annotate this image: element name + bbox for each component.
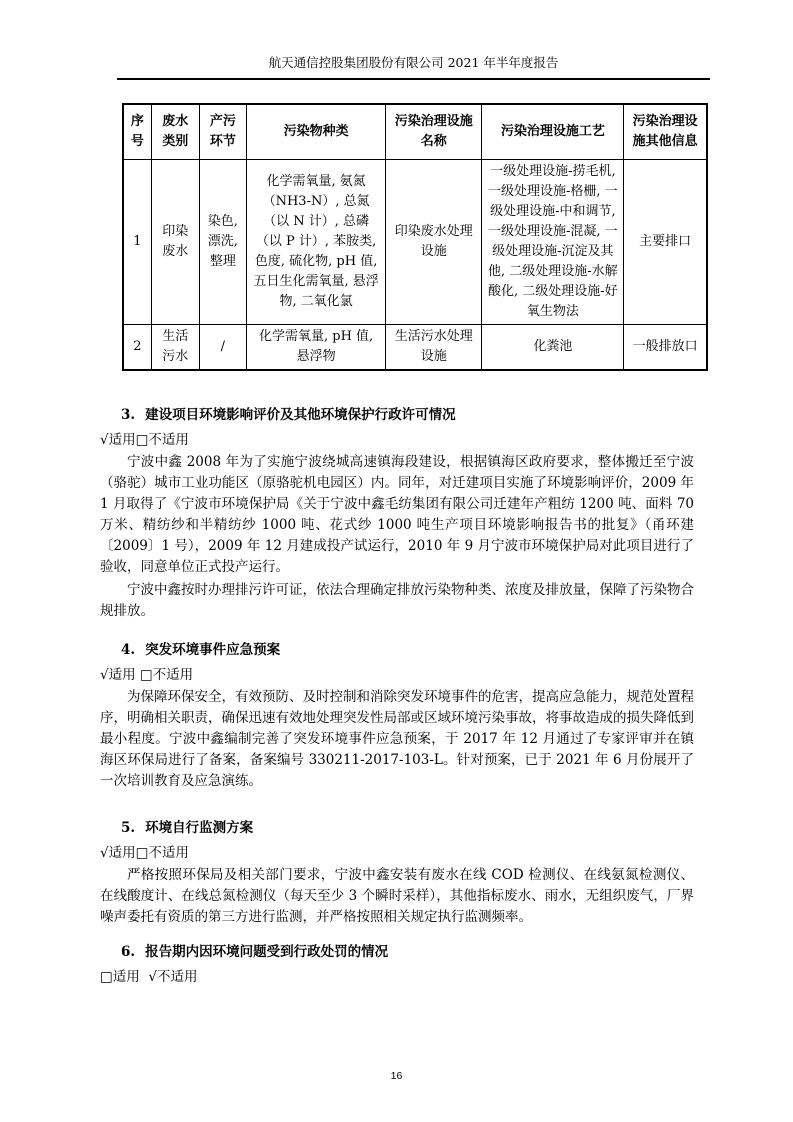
col-header-facility: 污染治理设施名称 (386, 104, 482, 159)
section-heading (100, 943, 694, 962)
cell-stage: / (199, 324, 247, 370)
section-title: 环境自行监测方案 (145, 820, 254, 836)
document-header (117, 53, 710, 80)
cell-pollutants: 化学需氧量, pH 值, 悬浮物 (247, 324, 386, 370)
section-number: 5. (121, 820, 136, 836)
cell-other: 一般排放口 (624, 324, 707, 370)
col-header-pollutants: 污染物种类 (247, 104, 386, 159)
col-header-process: 污染治理设施工艺 (482, 104, 624, 159)
wastewater-table (122, 103, 708, 371)
cell-facility: 印染废水处理设施 (386, 159, 482, 324)
col-header-other: 污染治理设施其他信息 (624, 104, 707, 159)
section-heading (100, 406, 694, 425)
cell-stage: 染色, 漂洗, 整理 (199, 159, 247, 324)
section-4-emergency-plan (100, 641, 694, 792)
section-5-self-monitoring (100, 819, 694, 928)
applicability-line: □适用 √不适用 (100, 969, 198, 985)
applicability-line: √适用□不适用 (100, 432, 189, 448)
cell-process: 一级处理设施-捞毛机, 一级处理设施-格栅, 一级处理设施-中和调节, 一级处理设施-混凝, 一级处理设施-沉淀及其他, 二级处理设施-水解酸化, 二级处理设施-好氧生物法 (482, 159, 624, 324)
section-number: 3. (121, 407, 136, 423)
section-heading (100, 641, 694, 660)
report-body (100, 388, 694, 987)
table-row (123, 159, 707, 324)
section-paragraph: 宁波中鑫按时办理排污许可证，依法合理确定排放污染物种类、浓度及排放量，保障了污染物合规排放。 (100, 582, 694, 619)
section-title: 突发环境事件应急预案 (145, 642, 281, 658)
section-number: 6. (121, 944, 136, 960)
cell-category: 生活污水 (151, 324, 199, 370)
table-row (123, 324, 707, 370)
page-number: 16 (390, 1070, 403, 1082)
cell-pollutants: 化学需氧量, 氨氮（NH3-N）, 总氮（以 N 计）, 总磷（以 P 计）, 苯胺类, 色度, 硫化物, pH 值, 五日生化需氧量, 悬浮物, 二氧化氯 (247, 159, 386, 324)
section-paragraph: 严格按照环保局及相关部门要求，宁波中鑫安装有废水在线 COD 检测仪、在线氨氮检测仪、在线酸度计、在线总氮检测仪（每天至少 3 个瞬时采样），其他指标废水、雨水，无组织废气，厂界噪声委托有资质的第三方进行监测，并严格按照相关规定执行监测频率。 (100, 867, 694, 925)
cell-category: 印染废水 (151, 159, 199, 324)
col-header-stage: 产污环节 (199, 104, 247, 159)
section-3-environmental-impact (100, 406, 694, 622)
col-header-category: 废水类别 (151, 104, 199, 159)
cell-no: 2 (123, 324, 151, 370)
cell-no: 1 (123, 159, 151, 324)
applicability-line: √适用□不适用 (100, 845, 189, 861)
document-title: 航天通信控股集团股份有限公司 2021 年半年度报告 (268, 55, 559, 70)
table-header-row (123, 104, 707, 159)
section-paragraph: 为保障环保安全，有效预防、及时控制和消除突发环境事件的危害，提高应急能力，规范处置程序，明确相关职责，确保迅速有效地处理突发性局部或区域环境污染事故，将事故造成的损失降低到最小程度。宁波中鑫编制完善了突发环境事件应急预案，于 2017 年 12 月通过了专家评审并在镇海区环保局进行了备案，备案编号 330211-2017-103-L。针对预案，已于 2021 年 6 月份展开了一次培训教育及应急演练。 (100, 689, 694, 789)
section-title: 报告期内因环境问题受到行政处罚的情况 (145, 944, 389, 960)
cell-facility: 生活污水处理设施 (386, 324, 482, 370)
cell-process: 化粪池 (482, 324, 624, 370)
col-header-no: 序号 (123, 104, 151, 159)
section-heading (100, 819, 694, 838)
section-paragraph: 宁波中鑫 2008 年为了实施宁波绕城高速镇海段建设，根据镇海区政府要求，整体搬迁至宁波（骆驼）城市工业功能区（原骆驼机电园区）内。同年，对迁建项目实施了环境影响评价，2009 年 1 月取得了《宁波市环境保护局《关于宁波中鑫毛纺集团有限公司迁建年产粗纺 1200 吨、面料 70 万米、精纺纱和半精纺纱 1000 吨、花式纱 1000 吨生产项目环境影响报告书的批复》（甬环建〔2009〕1 号），2009 年 12 月建成投产试运行，2010 年 9 月宁波市环境保护局对此项目进行了验收，同意单位正式投产运行。 (100, 454, 694, 575)
section-6-administrative-penalty (100, 943, 694, 987)
section-number: 4. (121, 642, 136, 658)
applicability-line: √适用 □不适用 (100, 667, 194, 683)
section-title: 建设项目环境影响评价及其他环境保护行政许可情况 (145, 407, 456, 423)
cell-other: 主要排口 (624, 159, 707, 324)
